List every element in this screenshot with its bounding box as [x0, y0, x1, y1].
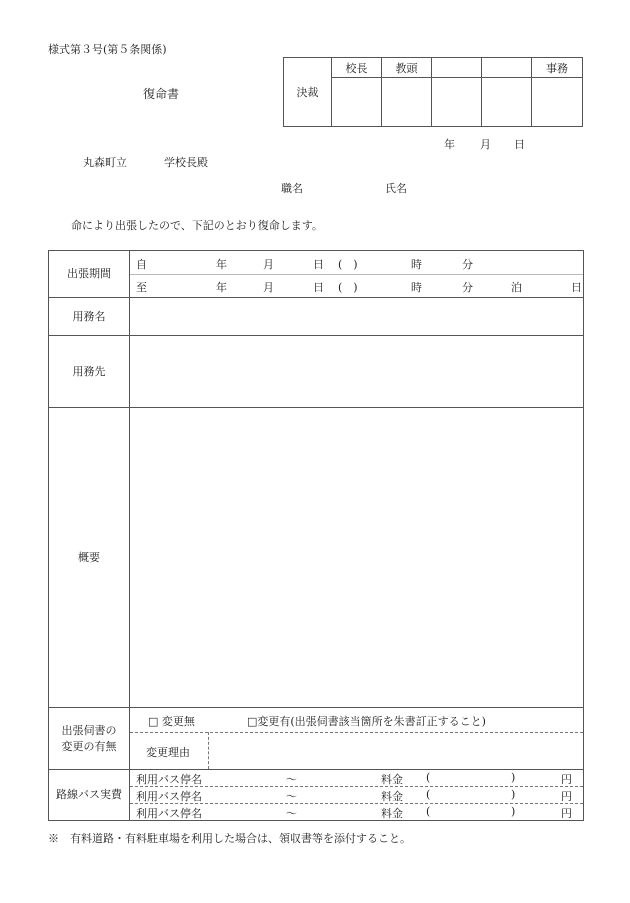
approval-table [283, 57, 583, 127]
approval-col-vice-principal: 教頭 [382, 58, 432, 78]
approval-label: 決裁 [284, 58, 332, 127]
bus-tilde: ～ [286, 807, 297, 820]
nights-label: 泊 [511, 281, 522, 294]
destination-label: 用務先 [49, 336, 130, 408]
stamp-box[interactable] [382, 78, 432, 127]
stamp-box[interactable] [332, 78, 382, 127]
change-reason-input[interactable] [210, 734, 583, 769]
bus-fee-close: ) [511, 771, 516, 784]
to-year: 年 [216, 281, 227, 294]
post-label: 職名 [281, 182, 303, 195]
approval-col-blank-2 [482, 58, 532, 78]
bus-fee-open: ( [426, 788, 431, 801]
to-day: 日 [313, 281, 324, 294]
change-reason-label: 変更理由 [146, 746, 190, 759]
from-year: 年 [216, 258, 227, 271]
change-label-line1: 出張伺書の [61, 723, 117, 737]
summary-label: 概要 [49, 408, 130, 708]
bus-fee-label: 料金 [381, 790, 403, 803]
form-number: 様式第３号(第５条関係) [48, 43, 167, 56]
bus-stop-label: 利用バス停名 [136, 807, 202, 820]
document-title: 復命書 [143, 87, 180, 101]
bus-fee-close: ) [511, 788, 516, 801]
bus-fee-label: 料金 [381, 773, 403, 786]
to-label: 至 [136, 281, 147, 294]
no-change-checkbox[interactable]: □ 変更無 [148, 715, 195, 728]
to-hour: 時 [411, 281, 422, 294]
to-month: 月 [263, 281, 274, 294]
to-weekday: ( ) [338, 281, 358, 294]
bus-fee-close: ) [511, 805, 516, 818]
approval-col-principal: 校長 [332, 58, 382, 78]
report-form [48, 250, 584, 821]
from-day: 日 [313, 258, 324, 271]
date-month: 月 [480, 138, 491, 151]
purpose-label: 用務名 [49, 298, 130, 336]
from-label: 自 [136, 258, 147, 271]
bus-stop-label: 利用バス停名 [136, 773, 202, 786]
bus-fee-open: ( [426, 805, 431, 818]
stamp-box[interactable] [532, 78, 583, 127]
has-change-checkbox[interactable]: □変更有(出張伺書該当箇所を朱書訂正すること) [247, 715, 486, 728]
from-month: 月 [263, 258, 274, 271]
addressee-principal: 学校長殿 [164, 156, 208, 169]
bus-yen: 円 [561, 807, 572, 820]
purpose-field[interactable] [130, 298, 584, 336]
to-minute: 分 [462, 281, 473, 294]
bus-fee-label: 料金 [381, 807, 403, 820]
approval-col-office: 事務 [532, 58, 583, 78]
intro-text: 命により出張したので、下記のとおり復命します。 [71, 219, 323, 232]
period-field[interactable] [130, 251, 584, 298]
bus-yen: 円 [561, 790, 572, 803]
from-weekday: ( ) [338, 258, 358, 271]
change-label-line2: 変更の有無 [61, 739, 117, 753]
addressee-town: 丸森町立 [83, 156, 127, 169]
bus-stop-label: 利用バス停名 [136, 790, 202, 803]
name-label: 氏名 [385, 182, 407, 195]
footnote: ※ 有料道路・有料駐車場を利用した場合は、領収書等を添付すること。 [48, 832, 411, 845]
date-year: 年 [444, 138, 455, 151]
summary-field[interactable] [130, 408, 584, 708]
from-minute: 分 [462, 258, 473, 271]
stamp-box[interactable] [432, 78, 482, 127]
change-label [49, 708, 130, 770]
bus-tilde: ～ [286, 790, 297, 803]
bus-fee-open: ( [426, 771, 431, 784]
days-label: 日 [571, 281, 582, 294]
bus-field [130, 770, 584, 821]
from-hour: 時 [411, 258, 422, 271]
stamp-box[interactable] [482, 78, 532, 127]
bus-label: 路線バス実費 [49, 770, 130, 821]
bus-tilde: ～ [286, 773, 297, 786]
period-label: 出張期間 [49, 251, 130, 298]
destination-field[interactable] [130, 336, 584, 408]
change-field [130, 708, 584, 770]
approval-col-blank-1 [432, 58, 482, 78]
date-day: 日 [514, 138, 525, 151]
bus-yen: 円 [561, 773, 572, 786]
